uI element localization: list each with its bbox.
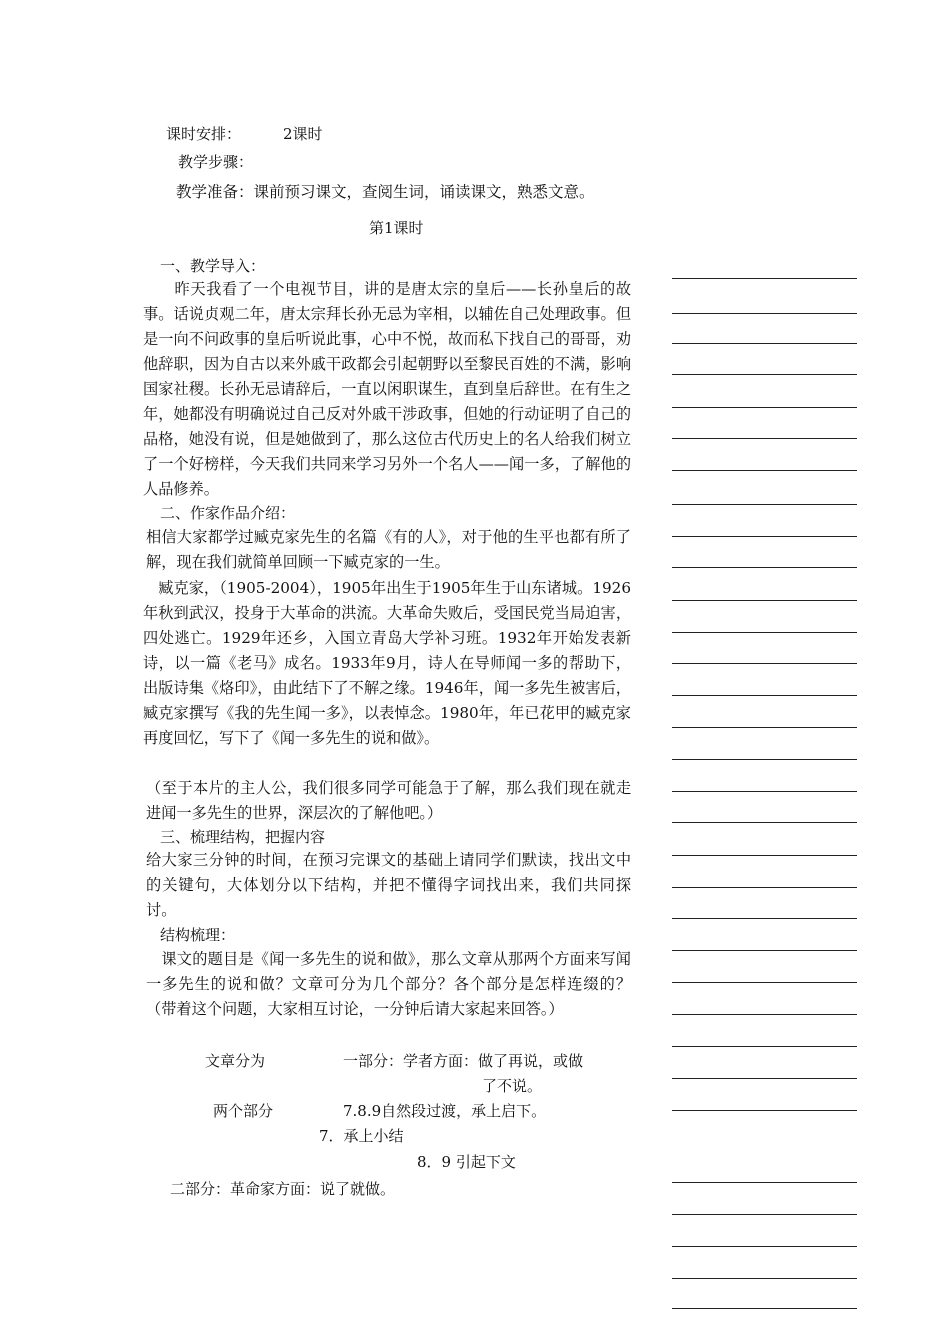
note-line	[672, 600, 857, 601]
section2-heading: 二、作家作品介绍：	[160, 504, 296, 522]
note-line	[672, 470, 857, 471]
note-line	[672, 278, 857, 279]
note-line	[672, 759, 857, 760]
note-line	[672, 1246, 857, 1247]
note-line	[672, 1278, 857, 1279]
outline-t7: 7．承上小结	[319, 1127, 404, 1145]
schedule-value: 2课时	[283, 125, 323, 143]
section2-note: （至于本片的主人公，我们很多同学可能急于了解，那么我们现在就走进闻一多先生的世界，深层次的了解他吧。）	[146, 779, 631, 822]
note-line	[672, 374, 857, 375]
note-line	[672, 855, 857, 856]
outline-left-bottom: 两个部分	[213, 1102, 274, 1120]
note-line	[672, 438, 857, 439]
outline-t89: 8．9 引起下文	[417, 1153, 516, 1171]
steps-label: 教学步骤：	[178, 153, 254, 171]
note-line	[672, 727, 857, 728]
note-line	[672, 1182, 857, 1183]
section2-intro: 相信大家都学过臧克家先生的名篇《有的人》，对于他的生平也都有所了解，现在我们就简单回顾一下臧克家的一生。	[146, 528, 631, 571]
section1-heading: 一、教学导入：	[160, 257, 266, 275]
note-line	[672, 822, 857, 823]
prep-line: 教学准备：课前预习课文，查阅生词，诵读课文，熟悉文意。	[176, 183, 595, 201]
section2-bio: 臧克家，（1905-2004），1905年出生于1905年生于山东诸城。1926年秋到武汉，投身于大革命的洪流。大革命失败后，受国民党当局迫害，四处逃亡。1929年还乡，入国立青岛大学补习班。1932年开始发表新诗，以一篇《老马》成名。1933年9月，诗人在导师闻一多的帮助下，出版诗集《烙印》，由此结下了不解之缘。1946年，闻一多先生被害后，臧克家撰写《我的先生闻一多》，以表悼念。1980年，年已花甲的臧克家再度回忆，写下了《闻一多先生的说和做》。	[143, 579, 631, 747]
note-line	[672, 695, 857, 696]
note-line	[672, 632, 857, 633]
note-line	[672, 1308, 857, 1309]
note-line	[672, 1014, 857, 1015]
schedule-label: 课时安排：	[166, 125, 242, 143]
note-line	[672, 1110, 857, 1111]
note-line	[672, 791, 857, 792]
outline-transition: 7.8.9自然段过渡，承上启下。	[343, 1102, 547, 1120]
outline-part2: 二部分：革命家方面：说了就做。	[170, 1180, 396, 1198]
note-line	[672, 887, 857, 888]
note-line	[672, 504, 857, 505]
outline-part1-cont: 了不说。	[482, 1077, 543, 1095]
note-line	[672, 918, 857, 919]
note-line	[672, 1046, 857, 1047]
section1-body: 昨天我看了一个电视节目，讲的是唐太宗的皇后——长孙皇后的故事。话说贞观二年，唐太宗拜长孙无忌为宰相，以辅佐自己处理政事。但是一向不问政事的皇后听说此事，心中不悦，故而私下找自己的哥哥，劝他辞职，因为自古以来外戚干政都会引起朝野以至黎民百姓的不满，影响国家社稷。长孙无忌请辞后，一直以闲职谋生，直到皇后辞世。在有生之年，她都没有明确说过自己反对外戚干涉政事，但她的行动证明了自己的品格，她没有说，但是她做到了，那么这位古代历史上的名人给我们树立了一个好榜样，今天我们共同来学习另外一个名人——闻一多，了解他的人品修养。	[143, 280, 631, 498]
outline-left-top: 文章分为	[205, 1052, 266, 1070]
outline-part1: 一部分：学者方面：做了再说，或做	[343, 1052, 584, 1070]
note-line	[672, 1078, 857, 1079]
lesson-title: 第1课时	[369, 219, 424, 237]
note-line	[672, 343, 857, 344]
note-line	[672, 663, 857, 664]
note-line	[672, 567, 857, 568]
structure-question: 课文的题目是《闻一多先生的说和做》，那么文章从那两个方面来写闻一多先生的说和做？文章可分为几个部分？各个部分是怎样连缀的？（带着这个问题，大家相互讨论，一分钟后请大家起来回答。）	[146, 950, 631, 1018]
note-line	[672, 407, 857, 408]
note-line	[672, 950, 857, 951]
note-line	[672, 1214, 857, 1215]
note-line	[672, 536, 857, 537]
structure-heading: 结构梳理：	[160, 926, 236, 944]
note-line	[672, 313, 857, 314]
section3-heading: 三、梳理结构，把握内容	[160, 828, 326, 846]
section3-instruction: 给大家三分钟的时间，在预习完课文的基础上请同学们默读，找出文中的关键句，大体划分以下结构，并把不懂得字词找出来，我们共同探讨。	[146, 851, 631, 919]
note-line	[672, 982, 857, 983]
